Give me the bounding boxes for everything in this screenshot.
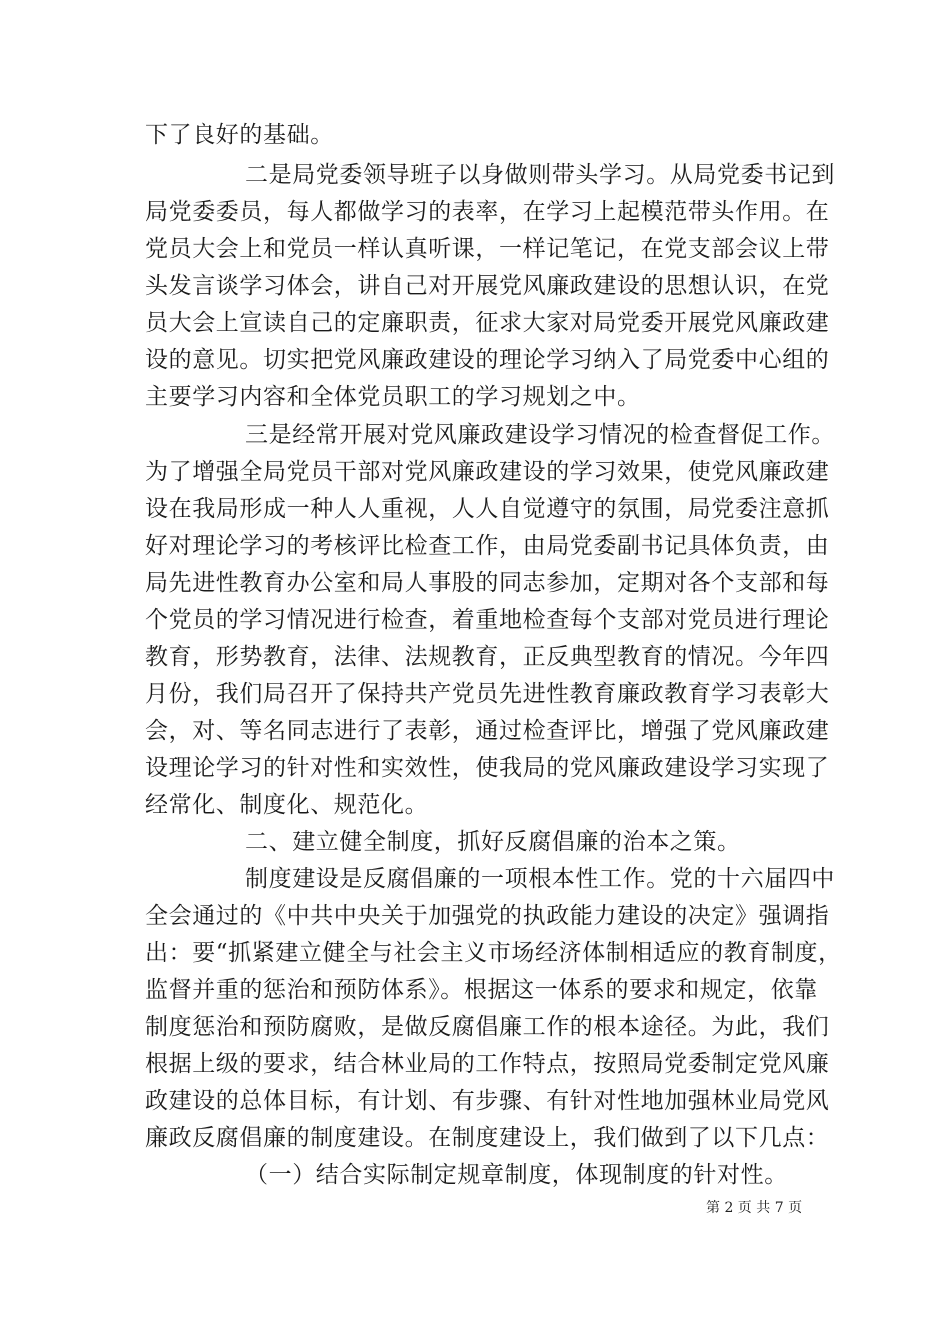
text-line: 根据上级的要求，结合林业局的工作特点，按照局党委制定党风廉 <box>145 1051 830 1077</box>
page-number-footer: 第 2 页 共 7 页 <box>706 1200 803 1216</box>
text-line: 制度惩治和预防腐败，是做反腐倡廉工作的根本途径。为此，我们 <box>145 1014 830 1040</box>
text-line: 全会通过的《中共中央关于加强党的执政能力建设的决定》强调指 <box>145 903 830 929</box>
text-line: 好对理论学习的考核评比检查工作，由局党委副书记具体负责，由 <box>145 533 830 559</box>
text-line: 设的意见。切实把党风廉政建设的理论学习纳入了局党委中心组的 <box>145 347 830 373</box>
paragraph-first-line: 制度建设是反腐倡廉的一项根本性工作。党的十六届四中 <box>245 866 835 892</box>
paragraph-first-line: 二是局党委领导班子以身做则带头学习。从局党委书记到 <box>245 162 835 188</box>
text-line: 党员大会上和党员一样认真听课，一样记笔记，在党支部会议上带 <box>145 236 830 262</box>
text-line: 个党员的学习情况进行检查，着重地检查每个支部对党员进行理论 <box>145 607 830 633</box>
text-line: 教育，形势教育，法律、法规教育，正反典型教育的情况。今年四 <box>145 644 830 670</box>
text-line: 出：要“抓紧建立健全与社会主义市场经济体制相适应的教育制度， <box>145 940 842 966</box>
text-line: 设在我局形成一种人人重视，人人自觉遵守的氛围，局党委注意抓 <box>145 496 830 522</box>
text-line: 经常化、制度化、规范化。 <box>145 792 429 818</box>
subsection-heading: （一）结合实际制定规章制度，体现制度的针对性。 <box>245 1162 788 1188</box>
text-line: 设理论学习的针对性和实效性，使我局的党风廉政建设学习实现了 <box>145 755 830 781</box>
text-line: 月份，我们局召开了保持共产党员先进性教育廉政教育学习表彰大 <box>145 681 830 707</box>
section-heading: 二、建立健全制度，抓好反腐倡廉的治本之策。 <box>245 829 741 855</box>
paragraph-first-line: 三是经常开展对党风廉政建设学习情况的检查督促工作。 <box>245 422 835 448</box>
text-line: 主要学习内容和全体党员职工的学习规划之中。 <box>145 384 641 410</box>
text-line: 局党委委员，每人都做学习的表率，在学习上起模范带头作用。在 <box>145 199 830 225</box>
text-line: 为了增强全局党员干部对党风廉政建设的学习效果，使党风廉政建 <box>145 459 830 485</box>
text-line: 局先进性教育办公室和局人事股的同志参加，定期对各个支部和每 <box>145 570 830 596</box>
text-line: 会，对、等名同志进行了表彰，通过检查评比，增强了党风廉政建 <box>145 718 830 744</box>
text-line: 廉政反腐倡廉的制度建设。在制度建设上，我们做到了以下几点： <box>145 1125 830 1151</box>
text-line: 下了良好的基础。 <box>145 122 334 148</box>
text-line: 政建设的总体目标，有计划、有步骤、有针对性地加强林业局党风 <box>145 1088 830 1114</box>
text-line: 员大会上宣读自己的定廉职责，征求大家对局党委开展党风廉政建 <box>145 310 830 336</box>
text-line: 监督并重的惩治和预防体系》。根据这一体系的要求和规定，依靠 <box>145 977 818 1003</box>
text-line: 头发言谈学习体会，讲自己对开展党风廉政建设的思想认识，在党 <box>145 273 830 299</box>
